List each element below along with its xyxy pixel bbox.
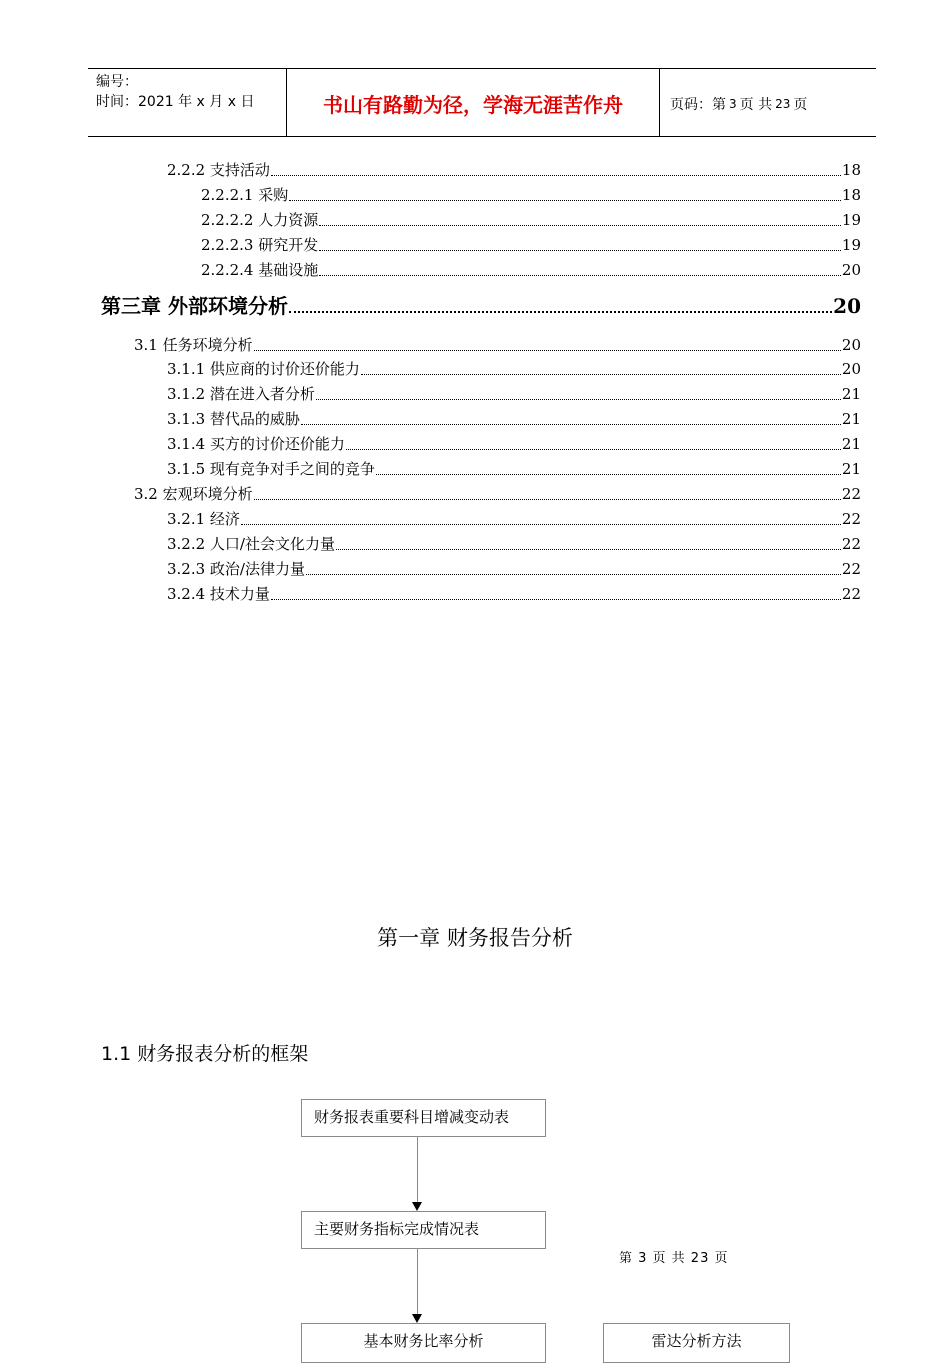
toc-leader-dots	[376, 474, 841, 475]
toc-entry[interactable]	[167, 407, 861, 431]
toc-entry[interactable]	[167, 382, 861, 406]
toc-leader-dots	[254, 499, 841, 500]
toc-entry-page: 20	[841, 260, 861, 279]
toc-leader-dots	[319, 250, 841, 251]
footer-page-number: 第 3 页 共 23 页	[619, 1251, 729, 1266]
header-motto: 书山有路勤为径，学海无涯苦作舟	[287, 69, 660, 136]
toc-entry-label: 3.1.5 现有竞争对手之间的竞争	[167, 460, 375, 478]
page-mid: 页 共	[739, 96, 773, 113]
toc-entry-page: 21	[841, 435, 861, 454]
flow-box-indicator-table: 主要财务指标完成情况表	[301, 1211, 546, 1249]
toc-leader-dots	[301, 424, 841, 425]
toc-entry-page: 21	[841, 410, 861, 429]
toc-entry-label: 第三章 外部环境分析	[101, 293, 288, 318]
toc-entry[interactable]	[167, 532, 861, 556]
toc-entry-page: 20	[833, 293, 861, 318]
toc-leader-dots	[254, 350, 841, 351]
toc-entry-page: 22	[841, 534, 861, 553]
toc-entry[interactable]	[167, 582, 861, 606]
toc-entry-label: 3.1.3 替代品的威胁	[167, 410, 300, 429]
toc-leader-dots	[271, 175, 841, 176]
toc-entry[interactable]	[167, 507, 861, 531]
toc-entry-page: 22	[841, 584, 861, 603]
header-page-info	[660, 69, 876, 136]
toc-entry-label: 3.1 任务环境分析	[134, 335, 253, 354]
toc-leader-dots	[289, 200, 841, 201]
toc-entry-page: 21	[841, 385, 861, 404]
toc-entry-page: 19	[841, 210, 861, 229]
page-suffix: 页	[793, 96, 808, 113]
toc-entry-label: 3.1.2 潜在进入者分析	[167, 385, 315, 404]
toc-leader-dots	[289, 311, 832, 313]
toc-entry[interactable]	[167, 432, 861, 456]
toc-entry-label: 3.2.2 人口/社会文化力量	[167, 534, 335, 553]
toc-entry[interactable]	[201, 208, 861, 232]
toc-entry-page: 18	[841, 161, 861, 179]
page-current: 3	[729, 96, 737, 111]
toc-entry[interactable]	[134, 333, 861, 357]
toc-entry-page: 20	[841, 335, 861, 354]
toc-entry-page: 20	[841, 360, 861, 379]
flow-connector	[417, 1249, 418, 1315]
toc-entry[interactable]	[167, 557, 861, 581]
toc-entry-label: 2.2.2.2 人力资源	[201, 210, 319, 229]
chapter-title: 第一章 财务报告分析	[377, 926, 573, 950]
toc-entry[interactable]	[201, 233, 861, 257]
section-title: 1.1 财务报表分析的框架	[101, 1043, 309, 1065]
toc-entry-label: 2.2.2.3 研究开发	[201, 235, 319, 254]
toc-entry-label: 3.2.1 经济	[167, 509, 240, 528]
toc-entry-label: 3.2.3 政治/法律力量	[167, 559, 305, 578]
toc-entry[interactable]	[201, 258, 861, 282]
toc-entry-page: 22	[841, 484, 861, 503]
toc-leader-dots	[319, 275, 841, 276]
toc-entry-label: 3.2.4 技术力量	[167, 584, 270, 603]
date-label: 时间：2021 年 x 月 x 日	[96, 94, 255, 110]
toc-leader-dots	[361, 374, 841, 375]
flow-box-ratio-analysis: 基本财务比率分析	[301, 1323, 546, 1363]
toc-entry-label: 3.1.4 买方的讨价还价能力	[167, 435, 345, 454]
toc-leader-dots	[241, 524, 841, 525]
page-total: 23	[775, 96, 791, 111]
toc-entry[interactable]	[134, 482, 861, 506]
flow-connector	[417, 1137, 418, 1203]
toc-entry-page: 22	[841, 509, 861, 528]
page-header	[88, 68, 876, 137]
toc-leader-dots	[306, 574, 841, 575]
toc-entry-label: 2.2.2.4 基础设施	[201, 260, 319, 279]
arrow-down-icon	[412, 1314, 422, 1323]
toc-entry-page: 19	[841, 235, 861, 254]
toc-leader-dots	[319, 225, 841, 226]
flow-box-radar-method: 雷达分析方法	[603, 1323, 790, 1363]
toc-entry[interactable]	[201, 183, 861, 207]
toc-entry-page: 21	[841, 460, 861, 478]
toc-entry[interactable]	[167, 457, 861, 481]
toc-entry-label: 3.1.1 供应商的讨价还价能力	[167, 360, 360, 379]
toc-entry[interactable]	[167, 357, 861, 381]
flow-box-change-table: 财务报表重要科目增减变动表	[301, 1099, 546, 1137]
toc-entry[interactable]	[167, 158, 861, 182]
toc-entry-label: 3.2 宏观环境分析	[134, 484, 253, 503]
toc-entry-page: 18	[841, 185, 861, 204]
toc-entry-label: 2.2.2 支持活动	[167, 161, 270, 179]
page-prefix: 页码：第	[670, 96, 726, 113]
toc-leader-dots	[346, 449, 841, 450]
arrow-down-icon	[412, 1202, 422, 1211]
toc-entry-label: 2.2.2.1 采购	[201, 185, 289, 204]
toc-leader-dots	[316, 399, 841, 400]
toc-leader-dots	[336, 549, 841, 550]
toc-leader-dots	[271, 599, 841, 600]
header-meta	[88, 69, 287, 136]
toc-chapter-entry[interactable]	[101, 291, 861, 321]
serial-label: 编号：	[96, 74, 138, 90]
toc-entry-page: 22	[841, 559, 861, 578]
